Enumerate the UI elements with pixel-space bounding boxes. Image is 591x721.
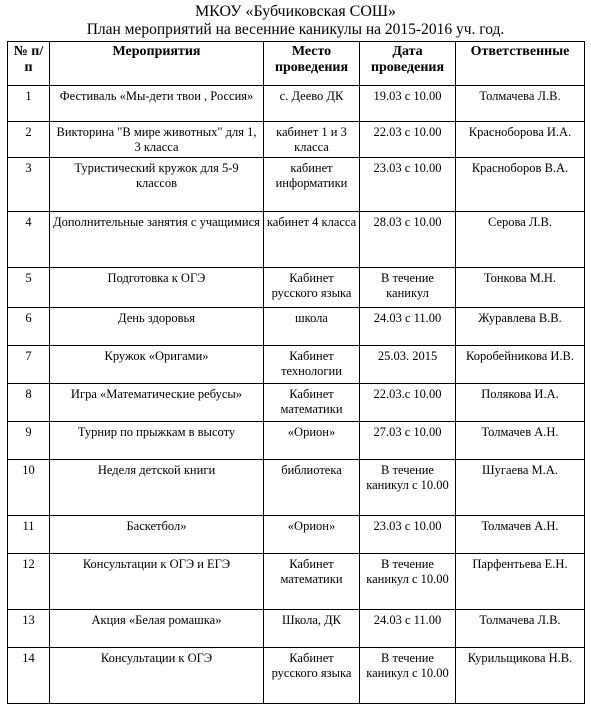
row-num: 6: [8, 308, 50, 346]
row-date: 23.03 с 10.00: [360, 158, 456, 212]
row-num: 9: [8, 422, 50, 460]
col-header-resp: Ответственные: [456, 42, 585, 86]
row-place: Кабинет русского языка: [264, 648, 360, 704]
col-header-place: Место проведения: [264, 42, 360, 86]
row-event: Неделя детской книги: [50, 460, 264, 516]
row-place: Кабинет математики: [264, 384, 360, 422]
row-resp: Парфентьева Е.Н.: [456, 554, 585, 610]
table-row: [8, 610, 585, 648]
table-row: [8, 212, 585, 268]
row-num: 12: [8, 554, 50, 610]
row-event: Туристический кружок для 5-9 классов: [50, 158, 264, 212]
row-num: 1: [8, 86, 50, 122]
row-date: 22.03.с 10.00: [360, 384, 456, 422]
col-header-event: Мероприятия: [50, 42, 264, 86]
row-resp: Курильщикова Н.В.: [456, 648, 585, 704]
row-num: 13: [8, 610, 50, 648]
table-row: [8, 158, 585, 212]
org-title: МКОУ «Бубчиковская СОШ»: [194, 3, 397, 20]
row-resp: Толмачев А.Н.: [456, 422, 585, 460]
table-row: [8, 122, 585, 158]
row-place: с. Деево ДК: [264, 86, 360, 122]
row-num: 10: [8, 460, 50, 516]
row-date: В течение каникул с 10.00: [360, 460, 456, 516]
row-date: 25.03. 2015: [360, 346, 456, 384]
row-event: Акция «Белая ромашка»: [50, 610, 264, 648]
row-resp: Красноборова И.А.: [456, 122, 585, 158]
row-place: Школа, ДК: [264, 610, 360, 648]
row-event: Викторина "В мире животных" для 1, 3 класса: [50, 122, 264, 158]
row-num: 5: [8, 268, 50, 308]
row-date: В течение каникул с 10.00: [360, 648, 456, 704]
row-date: В течение каникул: [360, 268, 456, 308]
row-resp: Красноборов В.А.: [456, 158, 585, 212]
table-row: [8, 648, 585, 704]
row-event: Консультации к ОГЭ: [50, 648, 264, 704]
row-event: Турнир по прыжкам в высоту: [50, 422, 264, 460]
row-resp: Толмачева Л.В.: [456, 610, 585, 648]
row-event: Игра «Математические ребусы»: [50, 384, 264, 422]
table-row: [8, 460, 585, 516]
row-event: Подготовка к ОГЭ: [50, 268, 264, 308]
table-row: [8, 86, 585, 122]
row-date: 27.03 с 10.00: [360, 422, 456, 460]
row-num: 8: [8, 384, 50, 422]
row-place: кабинет информатики: [264, 158, 360, 212]
table-header-row: [8, 42, 585, 86]
row-event: Кружок «Оригами»: [50, 346, 264, 384]
row-resp: Толмачева Л.В.: [456, 86, 585, 122]
row-event: Фестиваль «Мы-дети твои , Россия»: [50, 86, 264, 122]
row-num: 3: [8, 158, 50, 212]
row-place: библиотека: [264, 460, 360, 516]
table-row: [8, 516, 585, 554]
col-header-num: № п/п: [8, 42, 50, 86]
row-place: «Орион»: [264, 516, 360, 554]
row-place: «Орион»: [264, 422, 360, 460]
row-event: Баскетбол»: [50, 516, 264, 554]
row-num: 2: [8, 122, 50, 158]
row-place: Кабинет русского языка: [264, 268, 360, 308]
col-header-date: Дата проведения: [360, 42, 456, 86]
table-row: [8, 346, 585, 384]
table-row: [8, 422, 585, 460]
table-row: [8, 268, 585, 308]
row-date: 24.03 с 11.00: [360, 610, 456, 648]
events-table: [7, 41, 585, 704]
row-resp: Толмачев А.Н.: [456, 516, 585, 554]
row-resp: Шугаева М.А.: [456, 460, 585, 516]
table-row: [8, 554, 585, 610]
row-num: 14: [8, 648, 50, 704]
row-place: Кабинет математики: [264, 554, 360, 610]
table-row: [8, 384, 585, 422]
row-num: 11: [8, 516, 50, 554]
row-date: 23.03 с 10.00: [360, 516, 456, 554]
row-resp: Тонкова М.Н.: [456, 268, 585, 308]
row-date: 19.03 с 10.00: [360, 86, 456, 122]
row-place: школа: [264, 308, 360, 346]
row-place: Кабинет технологии: [264, 346, 360, 384]
row-resp: Журавлева В.В.: [456, 308, 585, 346]
row-place: кабинет 1 и 3 класса: [264, 122, 360, 158]
row-resp: Полякова И.А.: [456, 384, 585, 422]
row-event: Консультации к ОГЭ и ЕГЭ: [50, 554, 264, 610]
row-date: 22.03 с 10.00: [360, 122, 456, 158]
plan-title: План мероприятий на весенние каникулы на 2015-2016 уч. год.: [86, 21, 505, 38]
row-date: 28.03 с 10.00: [360, 212, 456, 268]
table-row: [8, 308, 585, 346]
row-resp: Коробейникова И.В.: [456, 346, 585, 384]
row-date: В течение каникул с 10.00: [360, 554, 456, 610]
row-event: День здоровья: [50, 308, 264, 346]
row-event: Дополнительные занятия с учащимися: [50, 212, 264, 268]
row-date: 24.03 с 11.00: [360, 308, 456, 346]
row-place: кабинет 4 класса: [264, 212, 360, 268]
row-resp: Серова Л.В.: [456, 212, 585, 268]
row-num: 4: [8, 212, 50, 268]
document-header: [0, 3, 591, 39]
row-num: 7: [8, 346, 50, 384]
